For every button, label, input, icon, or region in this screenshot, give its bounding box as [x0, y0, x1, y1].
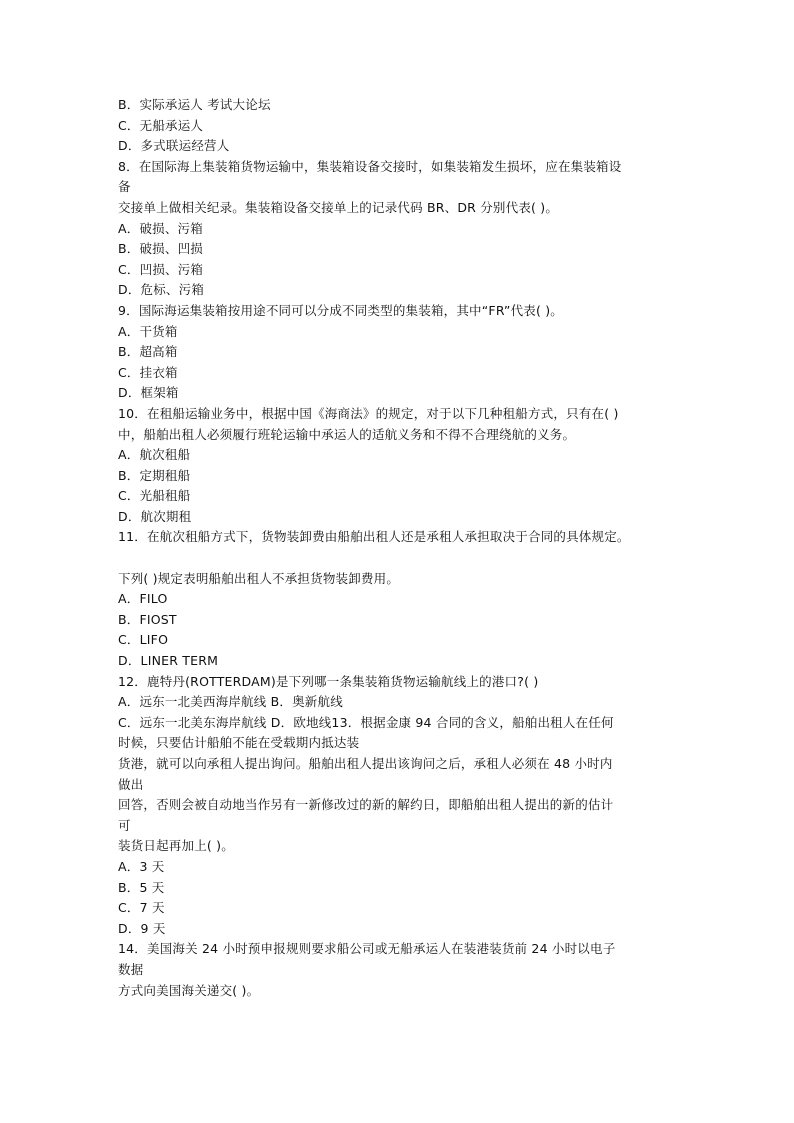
- option-a-q13: A．3 天: [118, 858, 165, 874]
- question-14-line-3: 方式向美国海关递交( )。: [118, 982, 260, 998]
- option-a-q8: A．破损、污箱: [118, 220, 203, 236]
- option-b-q8: B．破损、凹损: [118, 241, 203, 257]
- option-b-q9: B．超高箱: [118, 344, 178, 360]
- option-c-q9: C．挂衣箱: [118, 364, 178, 380]
- question-13-line-4: 做出: [118, 776, 144, 792]
- option-c-q13: C．7 天: [118, 900, 165, 916]
- question-13-line-5: 回答，否则会被自动地当作另有一新修改过的新的解约日，即船舶出租人提出的新的估计: [118, 797, 614, 813]
- question-13-line-3: 货港，就可以向承租人提出询问。船舶出租人提出该询问之后，承租人必须在 48 小时内: [118, 756, 613, 771]
- question-11-line-1: 11．在航次租船方式下，货物装卸费由船舶出租人还是承租人承担取决于合同的具体规定。: [118, 529, 630, 545]
- option-a-q11: A．FILO: [118, 591, 168, 607]
- question-11-line-2: 下列( )规定表明船舶出租人不承担货物装卸费用。: [118, 570, 400, 586]
- option-b-q11: B．FIOST: [118, 611, 177, 627]
- question-12: 12．鹿特丹(ROTTERDAM)是下列哪一条集装箱货物运输航线上的港口?( ): [118, 673, 539, 689]
- option-d-q13: D．9 天: [118, 920, 166, 936]
- question-8-line-3: 交接单上做相关纪录。集装箱设备交接单上的记录代码 BR、DR 分别代表( )。: [118, 199, 559, 215]
- question-10-line-2: 中，船舶出租人必须履行班轮运输中承运人的适航义务和不得不合理绕航的义务。: [118, 426, 576, 442]
- option-c-q11: C．LIFO: [118, 632, 169, 648]
- question-13-line-6: 可: [118, 817, 131, 833]
- option-a-q10: A．航次租船: [118, 447, 191, 463]
- question-8-line-1: 8．在国际海上集装箱货物运输中，集装箱设备交接时，如集装箱发生损坏，应在集装箱设: [118, 158, 622, 174]
- question-13-line-2: 时候，只要估计船舶不能在受载期内抵达装: [118, 735, 360, 751]
- option-c-q8: C．凹损、污箱: [118, 261, 204, 277]
- question-8-line-2: 备: [118, 179, 131, 195]
- options-ab-q12: A．远东一北美西海岸航线 B．奥新航线: [118, 694, 343, 710]
- option-b-q10: B．定期租船: [118, 467, 191, 483]
- option-d-q10: D．航次期租: [118, 508, 192, 524]
- option-b-q7: B．实际承运人 考试大论坛: [118, 97, 271, 112]
- option-c-q10: C．光船租船: [118, 488, 191, 504]
- question-10-line-1: 10．在租船运输业务中，根据中国《海商法》的规定，对于以下几种租船方式，只有在( ): [118, 405, 619, 421]
- option-b-q13: B．5 天: [118, 879, 165, 895]
- option-a-q9: A．干货箱: [118, 323, 178, 339]
- options-cd-q12-question-13-start: C．远东一北美东海岸航线 D．欧地线13．根据金康 94 合同的含义，船舶出租人在任何: [118, 714, 614, 730]
- option-d-q9: D．框架箱: [118, 385, 179, 401]
- document-page: [118, 95, 688, 1001]
- question-9: 9．国际海运集装箱按用途不同可以分成不同类型的集装箱，其中“FR”代表( )。: [118, 302, 564, 318]
- option-d-q8: D．危标、污箱: [118, 282, 205, 298]
- option-d-q7: D．多式联运经营人: [118, 138, 230, 154]
- question-14-line-2: 数据: [118, 961, 144, 977]
- blank-line: [118, 548, 688, 569]
- option-c-q7: C．无船承运人: [118, 117, 204, 133]
- option-d-q11: D．LINER TERM: [118, 653, 219, 669]
- question-14-line-1: 14．美国海关 24 小时预申报规则要求船公司或无船承运人在装港装货前 24 小时以电子: [118, 941, 616, 957]
- question-13-line-7: 装货日起再加上( )。: [118, 838, 234, 854]
